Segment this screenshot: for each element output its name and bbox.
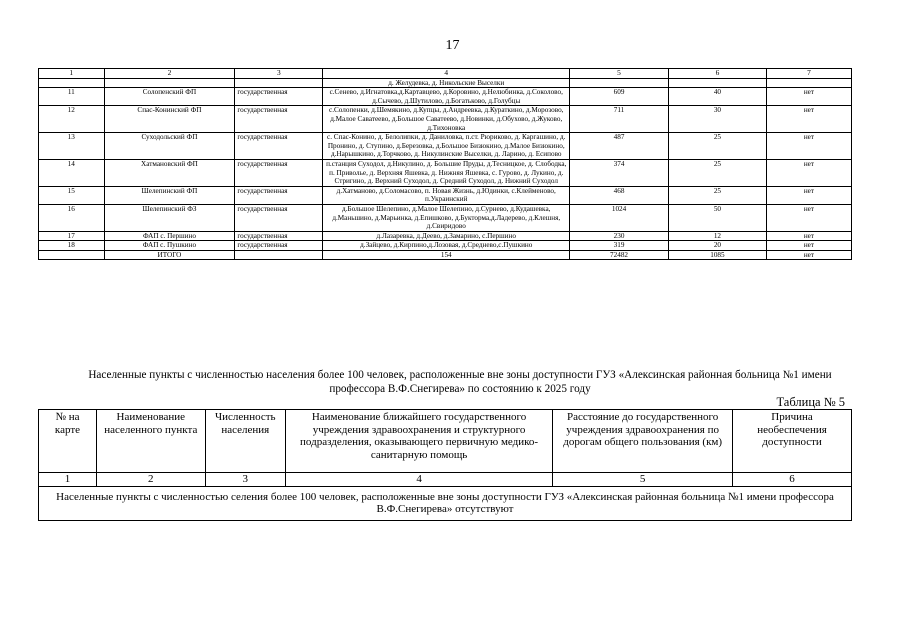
column-number: 2 — [96, 473, 205, 487]
distance-cell: 30 — [669, 106, 767, 133]
reason-cell: нет — [766, 159, 851, 186]
column-number: 6 — [669, 69, 767, 79]
facility-name: Спас-Конинский ФП — [104, 106, 235, 133]
inaccessible-settlements-table — [38, 409, 852, 521]
row-number: 17 — [39, 231, 105, 241]
reason-cell: нет — [766, 186, 851, 204]
column-numbers-row — [39, 473, 852, 487]
ownership-type: государственная — [235, 106, 323, 133]
column-number: 6 — [733, 473, 852, 487]
population-cell: 711 — [570, 106, 669, 133]
absence-note: Населенные пункты с численностью селения более 100 человек, расположенные вне зоны доступности ГУЗ «Алексинская районная больница №1 имени профессора В.Ф.Снегирева» отсутствуют — [39, 486, 852, 520]
table-label: Таблица № 5 — [776, 395, 845, 409]
total-places: 154 — [323, 250, 570, 260]
table-row — [39, 133, 852, 160]
continuation-row — [39, 78, 852, 88]
column-number: 5 — [570, 69, 669, 79]
total-distance: 1085 — [669, 250, 767, 260]
reason-cell: нет — [766, 231, 851, 241]
facility-name: Суходольский ФП — [104, 133, 235, 160]
places-cell: д. Желудевка, д. Никольские Выселки — [323, 78, 570, 88]
header-reason: Причина необеспечения доступности — [733, 410, 852, 473]
population-cell: 230 — [570, 231, 669, 241]
column-number: 7 — [766, 69, 851, 79]
table-row — [39, 231, 852, 241]
row-number: 12 — [39, 106, 105, 133]
table-row — [39, 159, 852, 186]
places-cell: д.Лазаревка, д.Деево, д.Замарино, с.Першино — [323, 231, 570, 241]
population-cell: 374 — [570, 159, 669, 186]
facility-name: Хатмановский ФП — [104, 159, 235, 186]
places-cell: с.Сенево, д.Игнатовка,д.Картавцево, д.Коровино, д.Нелюбинка, д.Соколово, д.Сычево, д.Шутилово, д.Богатьково, д.Голубцы — [323, 88, 570, 106]
column-number: 1 — [39, 69, 105, 79]
places-cell: с.Солопенки, д.Шемякино, д.Купцы, д.Андреевка, д.Кураткино, д.Морозово, д.Малое Саватеево, д.Большое Саватеево, д.Новинки, д.Обухово, д.Жуково, д.Тихоновка — [323, 106, 570, 133]
places-cell: д.Зайцево, д.Кирпино,д.Лозовая, д.Среднево,с.Пушкино — [323, 241, 570, 251]
reason-cell: нет — [766, 204, 851, 231]
column-number: 4 — [285, 473, 552, 487]
reason-cell: нет — [766, 88, 851, 106]
row-number: 16 — [39, 204, 105, 231]
reason-cell: нет — [766, 106, 851, 133]
column-number: 5 — [553, 473, 733, 487]
distance-cell: 25 — [669, 133, 767, 160]
header-settlement-name: Наименование населенного пункта — [96, 410, 205, 473]
table-row — [39, 106, 852, 133]
row-number: 11 — [39, 88, 105, 106]
header-population: Численность населения — [205, 410, 285, 473]
section-caption: Населенные пункты с численностью населения более 100 человек, расположенные вне зоны доступности ГУЗ «Алексинская районная больница №1 имени профессора В.Ф.Снегирева» по состоянию к 2025 году — [88, 369, 832, 395]
facility-name: Шелепинский ФЗ — [104, 204, 235, 231]
distance-cell: 25 — [669, 159, 767, 186]
ownership-type: государственная — [235, 204, 323, 231]
places-cell: с. Спас-Конино, д. Белолипки, д. Даниловка, п.ст. Рюриково, д. Каргашино, д. Пронино, д. Ступино, д.Березовка, д.Большое Бизюкино, д.Малое Бизюкино, д.Нарышкино, д.Торчково, д. Никулинские Выселки, д. Ларино, д. Есипово — [323, 133, 570, 160]
total-row — [39, 250, 852, 260]
ownership-type: государственная — [235, 133, 323, 160]
ownership-type: государственная — [235, 186, 323, 204]
facility-name: Солопенский ФП — [104, 88, 235, 106]
distance-cell: 25 — [669, 186, 767, 204]
column-number: 3 — [235, 69, 323, 79]
total-population: 72482 — [570, 250, 669, 260]
row-number: 15 — [39, 186, 105, 204]
note-row — [39, 486, 852, 520]
table-row — [39, 204, 852, 231]
header-map-number: № на карте — [39, 410, 97, 473]
population-cell: 487 — [570, 133, 669, 160]
table-row — [39, 88, 852, 106]
distance-cell: 12 — [669, 231, 767, 241]
distance-cell: 20 — [669, 241, 767, 251]
distance-cell: 40 — [669, 88, 767, 106]
healthcare-points-table — [38, 68, 852, 260]
ownership-type: государственная — [235, 159, 323, 186]
column-number: 1 — [39, 473, 97, 487]
distance-cell: 50 — [669, 204, 767, 231]
population-cell: 319 — [570, 241, 669, 251]
table-row — [39, 241, 852, 251]
table-header-row — [39, 69, 852, 79]
table-header-row — [39, 410, 852, 473]
reason-cell: нет — [766, 241, 851, 251]
facility-name: ФАП с. Першино — [104, 231, 235, 241]
table-row — [39, 186, 852, 204]
ownership-type: государственная — [235, 231, 323, 241]
population-cell: 468 — [570, 186, 669, 204]
header-distance: Расстояние до государственного учреждения здравоохранения по дорогам общего пользования (км) — [553, 410, 733, 473]
places-cell: п.станция Суходол, д.Никулино, д. Большие Пруды, д.Тесницкое, д. Слободка, п. Привольe, д. Верхняя Яшевка, д. Нижняя Яшевка, с. Гурово, д. Лукино, д. Стригино, д. Верхний Суходол, д. Средний Суходол, д. Нижний Суходол — [323, 159, 570, 186]
population-cell: 1024 — [570, 204, 669, 231]
row-number: 14 — [39, 159, 105, 186]
reason-cell: нет — [766, 133, 851, 160]
page-number: 17 — [445, 38, 460, 53]
header-facility: Наименование ближайшего государственного учреждения здравоохранения и структурного подразделения, оказывающего первичную медико-санитарную помощь — [285, 410, 552, 473]
total-label: ИТОГО — [104, 250, 235, 260]
ownership-type: государственная — [235, 88, 323, 106]
total-reason: нет — [766, 250, 851, 260]
row-number: 18 — [39, 241, 105, 251]
column-number: 4 — [323, 69, 570, 79]
column-number: 3 — [205, 473, 285, 487]
row-number: 13 — [39, 133, 105, 160]
facility-name: ФАП с. Пушкино — [104, 241, 235, 251]
places-cell: д.Хатманово, д.Соломасово, п. Новая Жизнь, д.Юдинки, с.Клейменово, п.Украинский — [323, 186, 570, 204]
places-cell: д.Большое Шелепино, д.Малое Шелепино, д.Сурнево, д.Кудашевка, д.Маньшино, д.Марьинка, д.Епишково, д.Букторма,д.Ладерево, д.Клешня, д.Свиридово — [323, 204, 570, 231]
column-number: 2 — [104, 69, 235, 79]
population-cell: 609 — [570, 88, 669, 106]
ownership-type: государственная — [235, 241, 323, 251]
facility-name: Шелепинский ФП — [104, 186, 235, 204]
